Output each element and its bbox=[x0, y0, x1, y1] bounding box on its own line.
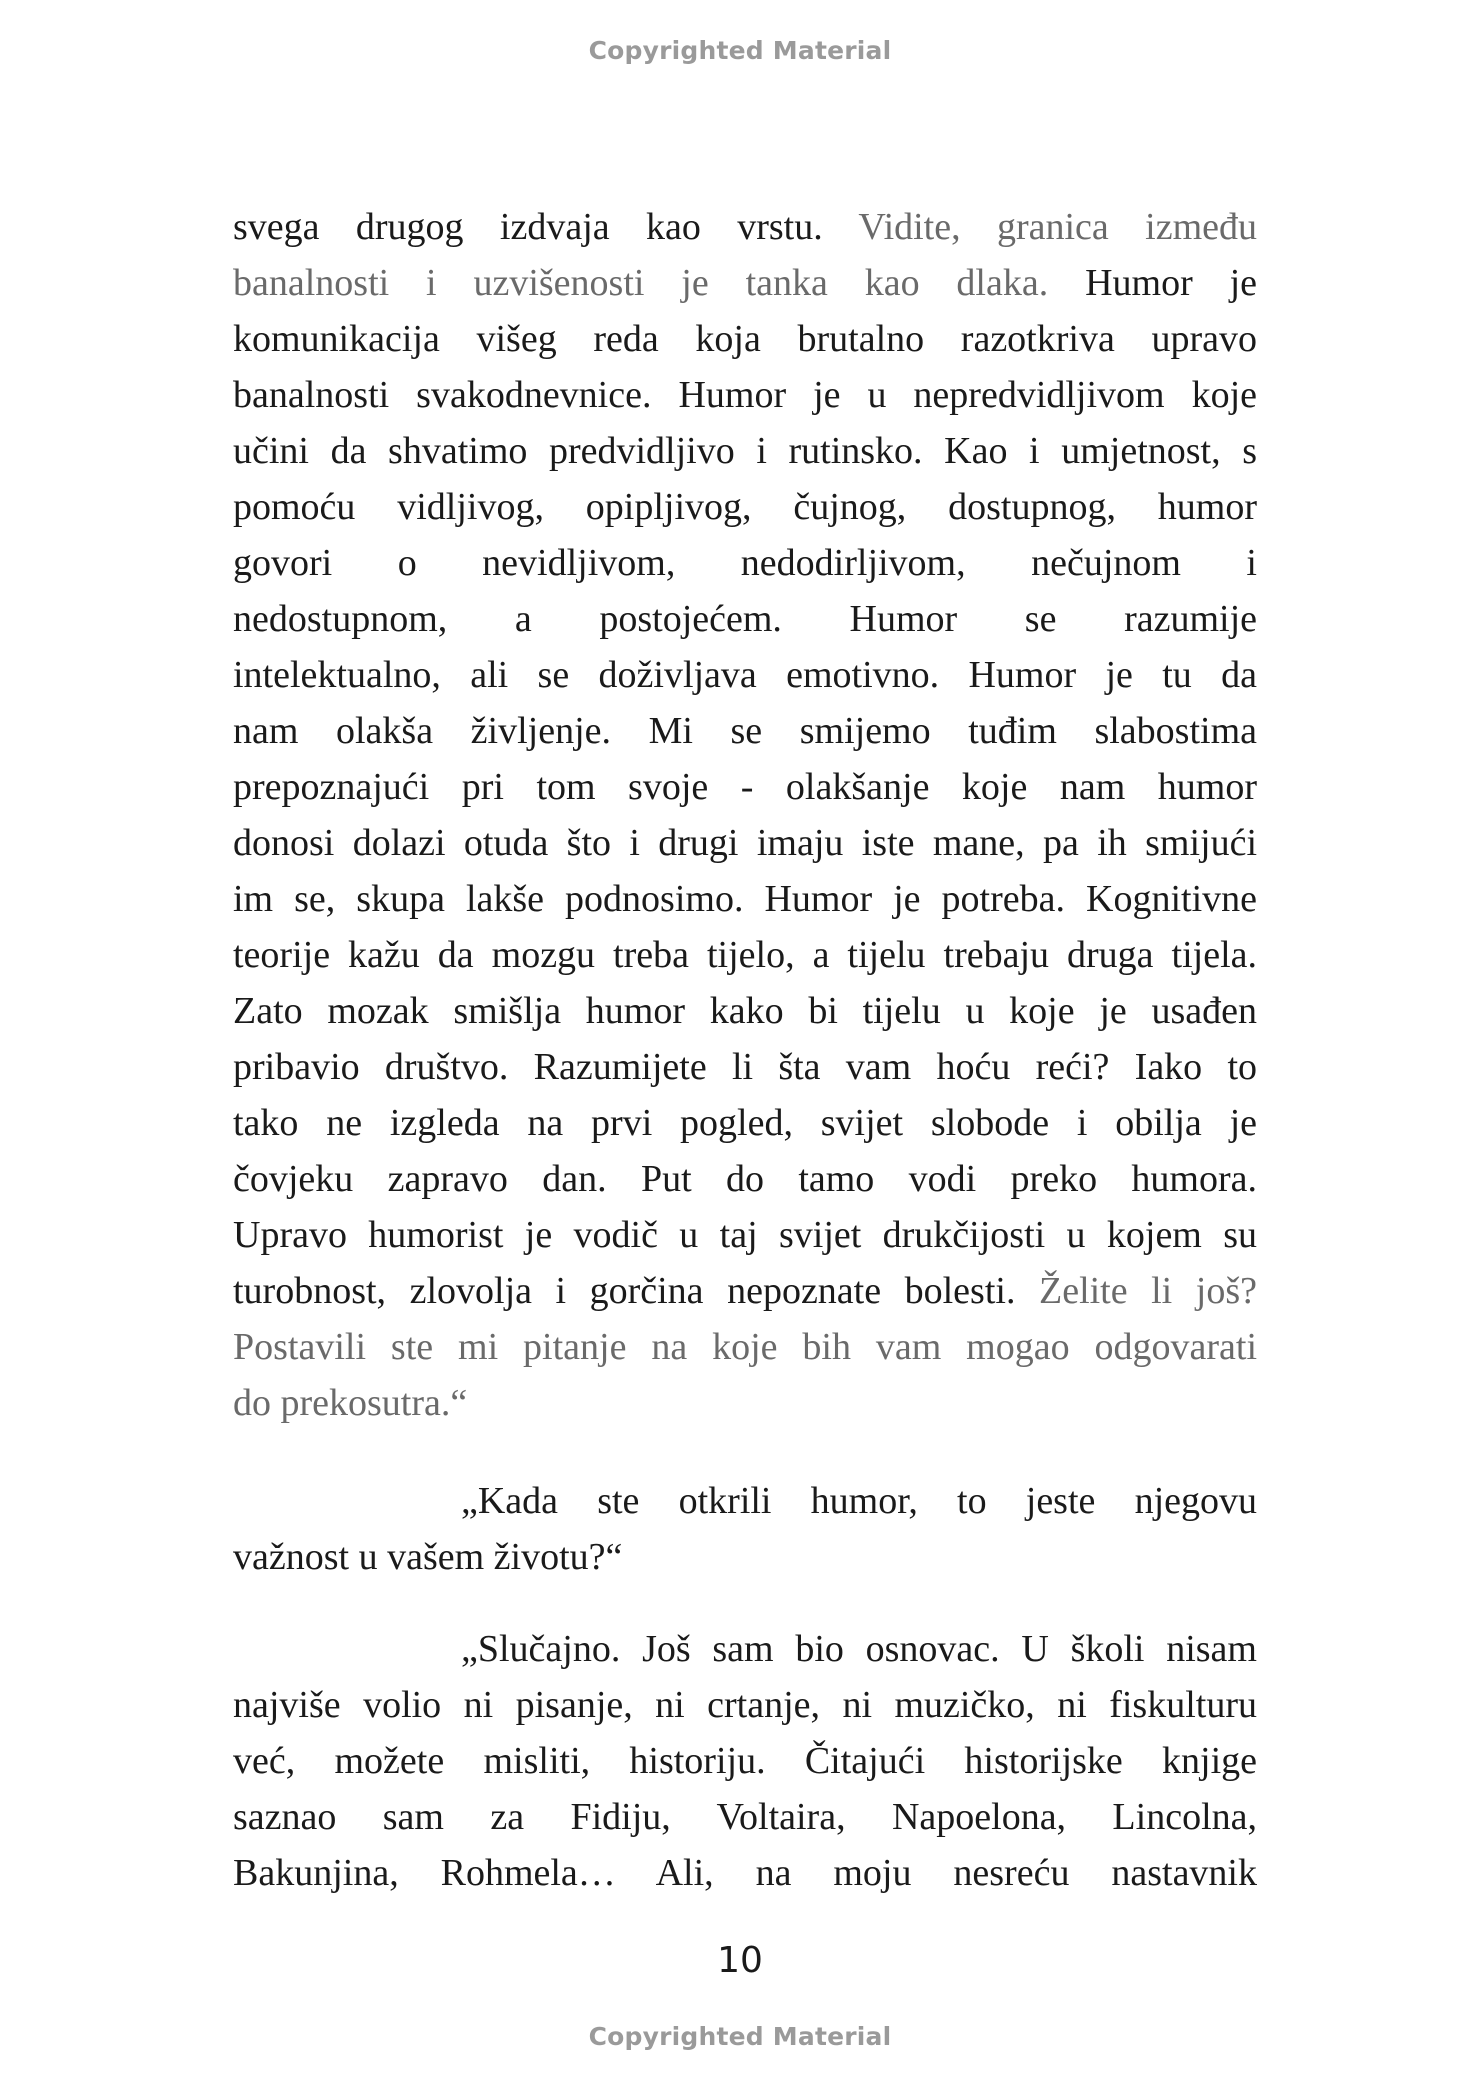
text-span: svega drugog izdvaja kao vrstu. bbox=[233, 206, 859, 248]
highlighted-text-span: Želite li još? bbox=[1038, 1270, 1257, 1312]
text-line: važnost u vašem životu?“ bbox=[233, 1536, 623, 1578]
text-line: Postavili ste mi pitanje na koje bih vam mogao odgovarati bbox=[233, 1326, 1257, 1368]
text-line: im se, skupa lakše podnosimo. Humor je potreba. Kognitivne bbox=[233, 878, 1257, 920]
paragraph-1 bbox=[233, 199, 1257, 1431]
text-line: banalnosti svakodnevnice. Humor je u nepredvidljivom koje bbox=[233, 374, 1257, 416]
text-line: „Slučajno. Još sam bio osnovac. U školi nisam bbox=[461, 1628, 1257, 1670]
text-line: saznao sam za Fidiju, Voltaira, Napoelona, Lincolna, bbox=[233, 1796, 1257, 1838]
text-line bbox=[233, 1263, 1257, 1319]
paragraph-3 bbox=[233, 1621, 1257, 1901]
text-line: Zato mozak smišlja humor kako bi tijelu u koje je usađen bbox=[233, 990, 1257, 1032]
text-line: govori o nevidljivom, nedodirljivom, nečujnom i bbox=[233, 542, 1257, 584]
text-span: turobnost, zlovolja i gorčina nepoznate bolesti. bbox=[233, 1270, 1039, 1312]
text-line: najviše volio ni pisanje, ni crtanje, ni muzičko, ni fiskulturu bbox=[233, 1684, 1257, 1726]
text-line: Bakunjina, Rohmela… Ali, na moju nesreću nastavnik bbox=[233, 1852, 1257, 1894]
copyright-watermark-top: Copyrighted Material bbox=[588, 36, 892, 65]
text-line: prepoznajući pri tom svoje - olakšanje koje nam humor bbox=[233, 766, 1257, 808]
text-line: učini da shvatimo predvidljivo i rutinsko. Kao i umjetnost, s bbox=[233, 430, 1257, 472]
paragraph-2 bbox=[233, 1473, 1257, 1585]
text-line: intelektualno, ali se doživljava emotivno. Humor je tu da bbox=[233, 654, 1257, 696]
text-line: Upravo humorist je vodič u taj svijet drukčijosti u kojem su bbox=[233, 1214, 1257, 1256]
highlighted-text-span: Vidite, granica između bbox=[858, 206, 1257, 248]
text-line: komunikacija višeg reda koja brutalno razotkriva upravo bbox=[233, 318, 1257, 360]
highlighted-text-span: banalnosti i uzvišenosti je tanka kao dlaka. bbox=[233, 262, 1049, 304]
text-line: pribavio društvo. Razumijete li šta vam hoću reći? Iako to bbox=[233, 1046, 1257, 1088]
text-line: nedostupnom, a postojećem. Humor se razumije bbox=[233, 598, 1257, 640]
text-line: do prekosutra.“ bbox=[233, 1382, 468, 1424]
text-line: čovjeku zapravo dan. Put do tamo vodi preko humora. bbox=[233, 1158, 1257, 1200]
text-line: pomoću vidljivog, opipljivog, čujnog, dostupnog, humor bbox=[233, 486, 1257, 528]
text-span: Humor je bbox=[1048, 262, 1257, 304]
text-line bbox=[233, 255, 1257, 311]
copyright-watermark-bottom: Copyrighted Material bbox=[588, 2022, 892, 2051]
text-line: donosi dolazi otuda što i drugi imaju iste mane, pa ih smijući bbox=[233, 822, 1257, 864]
text-line: „Kada ste otkrili humor, to jeste njegovu bbox=[461, 1480, 1257, 1522]
text-line: nam olakša življenje. Mi se smijemo tuđim slabostima bbox=[233, 710, 1257, 752]
text-line: teorije kažu da mozgu treba tijelo, a tijelu trebaju druga tijela. bbox=[233, 934, 1257, 976]
page-number: 10 bbox=[717, 1940, 763, 1981]
text-line: već, možete misliti, historiju. Čitajući historijske knjige bbox=[233, 1740, 1257, 1782]
text-line bbox=[233, 199, 1257, 255]
text-line: tako ne izgleda na prvi pogled, svijet slobode i obilja je bbox=[233, 1102, 1257, 1144]
